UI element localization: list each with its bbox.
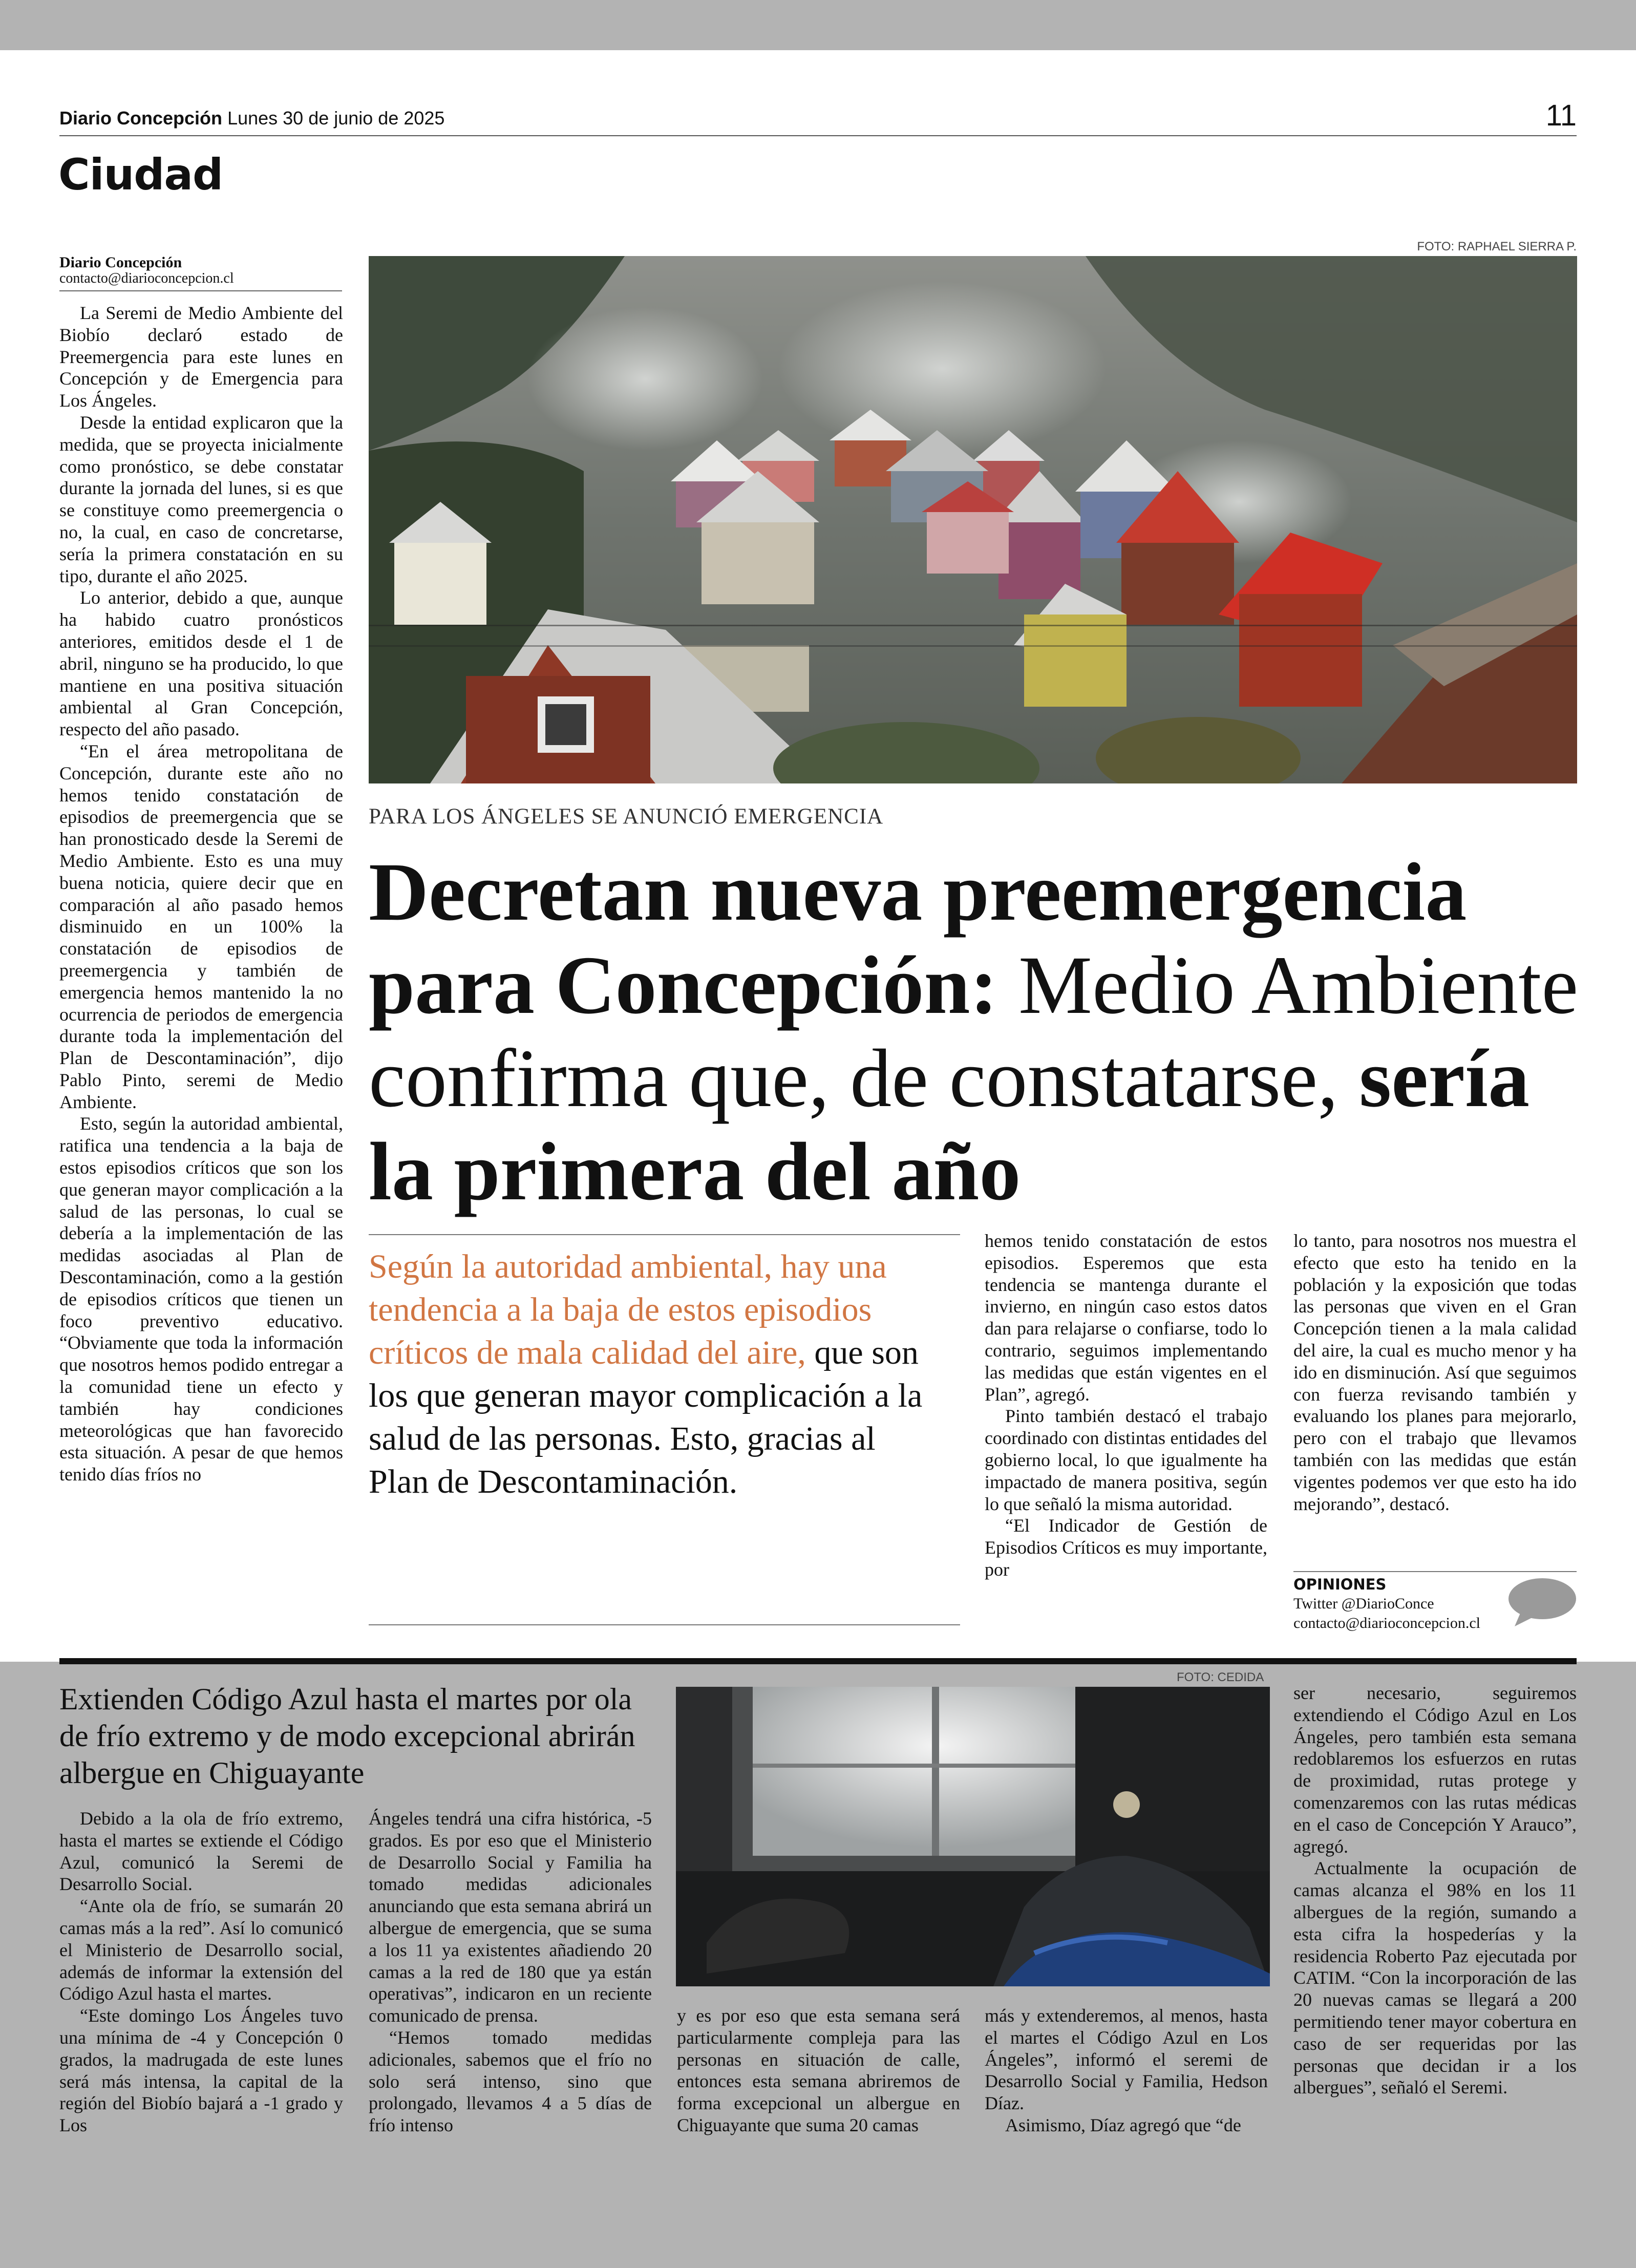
opinions-twitter: Twitter @DiarioConce (1293, 1595, 1434, 1612)
paragraph: hemos tenido constatación de estos episodios. Esperemos que esta tendencia se mantenga durante el invierno, en ningún caso estos datos dan para relajarse o confiarse, todo lo contrario, seguimos implementando las medidas que están vigentes en el Plan”, agregó. (985, 1231, 1267, 1405)
paragraph: “Hemos tomado medidas adicionales, sabemos que el frío no solo será intenso, sino que prolongado, llevamos 4 a 5 días de frío intenso (369, 2027, 652, 2136)
byline-name: Diario Concepción (59, 254, 182, 271)
headline-part: la primera del año (369, 1126, 1021, 1218)
opinions-rule (1293, 1571, 1577, 1572)
paragraph: La Seremi de Medio Ambiente del Biobío declaró estado de Preemergencia para este lunes en Concepción y de Emergencia para Los Ángeles. (59, 303, 343, 411)
issue-date: Lunes 30 de junio de 2025 (227, 108, 445, 129)
paragraph: Pinto también destacó el trabajo coordinado con distintas entidades del gobierno local, lo que igualmente ha impactado de manera positiva, según lo que señaló la misma autoridad. (985, 1406, 1267, 1514)
second-story-headline: Extienden Código Azul hasta el martes por ola de frío extremo y de modo excepcional abrirán albergue en Chiguayante (59, 1682, 635, 1790)
opinions-email: contacto@diarioconcepcion.cl (1293, 1615, 1480, 1631)
second-story-column-3 (677, 2005, 960, 2136)
deck-highlight: Según la autoridad ambiental, hay una tendencia a la baja de estos episodios críticos de mala calidad del aire, (369, 1248, 887, 1371)
main-story-column-2 (985, 1230, 1267, 1581)
second-photo (676, 1687, 1270, 1986)
headline-part: confirma que, de constatarse, (369, 1033, 1359, 1125)
second-story-column-5 (1293, 1682, 1577, 2099)
paragraph: y es por eso que esta semana será particularmente compleja para las personas en situación de calle, entonces esta semana abriremos de forma excepcional un albergue en Chiguayante que suma 20 camas (677, 2005, 960, 2135)
headline-part: para Concepción: (369, 940, 998, 1031)
photo-credit: FOTO: RAPHAEL SIERRA P. (1417, 240, 1577, 253)
paragraph: Actualmente la ocupación de camas alcanza el 98% en los 11 albergues de la región, sumando a esta cifra la hospederías y la residencia Roberto Paz ejecutada por CATIM. “Con la incorporación de las 20 nuevas camas se llegará a 200 permitiendo tener mayor cobertura en caso de ser requeridas por las personas que decidan ir a los albergues”, señaló el Seremi. (1293, 1858, 1577, 2098)
deck-text: que son los que generan mayor complicación a la salud de las personas. Esto, gracias al Plan de Descontaminación. (369, 1334, 923, 1500)
main-story-column-1 (59, 302, 343, 1486)
paragraph: “Este domingo Los Ángeles tuvo una mínima de -4 y Concepción 0 grados, la madrugada de este lunes será más intensa, la capital de la región del Biobío bajará a -1 grado y Los (59, 2005, 343, 2136)
photo-credit-2: FOTO: CEDIDA (1177, 1670, 1264, 1684)
paragraph: Lo anterior, debido a que, aunque ha habido cuatro pronósticos anteriores, emitidos desde el 1 de abril, ninguno se ha producido, lo que mantiene en una positiva situación ambiental al Gran Concepción, respecto del año pasado. (59, 587, 343, 740)
paragraph: Debido a la ola de frío extremo, hasta el martes se extiende el Código Azul, comunicó la Seremi de Desarrollo Social. (59, 1808, 343, 1895)
main-photo (369, 256, 1577, 783)
speech-bubble-icon (1505, 1576, 1577, 1627)
publication-name: Diario Concepción (59, 108, 223, 129)
paragraph: “El Indicador de Gestión de Episodios Críticos es muy importante, por (985, 1515, 1267, 1580)
paragraph: “Ante ola de frío, se sumarán 20 camas más a la red”. Así lo comunicó el Ministerio de Desarrollo social, además de informar la extensión del Código Azul hasta el martes. (59, 1896, 343, 2004)
shelter-room-image (676, 1687, 1270, 1986)
header-rule (59, 135, 1577, 136)
second-story-column-1 (59, 1808, 343, 2136)
top-margin (0, 0, 1636, 50)
section-title: Ciudad (58, 150, 223, 200)
deck-bottom-rule (369, 1624, 960, 1625)
second-story-column-4 (985, 2005, 1268, 2136)
deck (369, 1245, 932, 1503)
byline (59, 255, 342, 291)
houses-smoke-image (369, 256, 1577, 783)
kicker: PARA LOS ÁNGELES SE ANUNCIÓ EMERGENCIA (369, 804, 884, 829)
paragraph: Asimismo, Díaz agregó que “de (1005, 2114, 1241, 2135)
paragraph: “En el área metropolitana de Concepción, durante este año no hemos tenido constatación de episodios de preemergencia que se han pronosticado desde la Seremi de Medio Ambiente. Esto es una muy buena noticia, quiere decir que en comparación al año pasado hemos disminuido en un 100% la constatación de episodios de preemergencia y también de emergencia hemos mantenido la no ocurrencia de periodos de emergencia durante toda la implementación del Plan de Descontaminación”, dijo Pablo Pinto, seremi de Medio Ambiente. (59, 740, 343, 1112)
headline-part: Decretan nueva preemergencia (369, 846, 1467, 938)
headline-part: sería (1359, 1033, 1530, 1125)
page-number: 11 (1545, 99, 1577, 132)
byline-email: contacto@diarioconcepcion.cl (59, 270, 234, 286)
main-headline (369, 846, 1582, 1219)
paragraph: Desde la entidad explicaron que la medida, que se proyecta inicialmente como pronóstico, se debe constatar durante la jornada del lunes, si es que se constituye como preemergencia o no, la cual, en caso de concretarse, sería la primera constatación en su tipo, durante el año 2025. (59, 412, 343, 586)
page-header-info (59, 108, 444, 129)
paragraph: más y extenderemos, al menos, hasta el martes el Código Azul en Los Ángeles”, informó el seremi de Desarrollo Social y Familia, Hedson Díaz. (985, 2005, 1268, 2114)
opinions-title: OPINIONES (1293, 1576, 1387, 1593)
headline-part: Medio Ambiente (997, 940, 1579, 1031)
second-story-column-2 (369, 1808, 652, 2136)
paragraph: lo tanto, para nosotros nos muestra el efecto que esto ha tenido en la población y la exposición que todas las personas que viven en el Gran Concepción tienen a la mala calidad del aire, la cual es mucho menor y ha ido en disminución. Así que seguimos con fuerza revisando también y evaluando los planes para mejorarlo, pero con el trabajo que llevamos también con las medidas que están vigentes podemos ver que esto ha ido mejorando”, destacó. (1293, 1231, 1577, 1514)
paragraph: Ángeles tendrá una cifra histórica, -5 grados. Es por eso que el Ministerio de Desarrollo Social y Familia ha tomado medidas adicionales anunciando que esta semana abrirá un albergue de emergencia, que se suma a los 11 ya existentes añadiendo 20 camas a la red de 180 que ya están operativas”, indicaron en un reciente comunicado de prensa. (369, 1808, 652, 2026)
deck-rule (369, 1234, 960, 1235)
paragraph: ser necesario, seguiremos extendiendo el Código Azul en Los Ángeles, pero también esta semana redoblaremos los esfuerzos en rutas de proximidad, rutas protege y comenzaremos con las rutas médicas en el caso de Concepción Y Arauco”, agregó. (1293, 1683, 1577, 1857)
opinions-box (1293, 1575, 1508, 1633)
story-divider (59, 1658, 1577, 1664)
main-story-column-3 (1293, 1230, 1577, 1515)
paragraph: Esto, según la autoridad ambiental, ratifica una tendencia a la baja de estos episodios críticos que son los que generan mayor complicación a la salud de las personas, lo cual se debería a la implementación de las medidas asociadas al Plan de Descontaminación, como a la gestión de episodios críticos que tienen un foco preventivo educativo. “Obviamente que toda la información que nosotros hemos podido entregar a la comunidad tiene un efecto y también hay condiciones meteorológicas que han favorecido esta situación. A pesar de que hemos tenido días fríos no (59, 1113, 343, 1485)
